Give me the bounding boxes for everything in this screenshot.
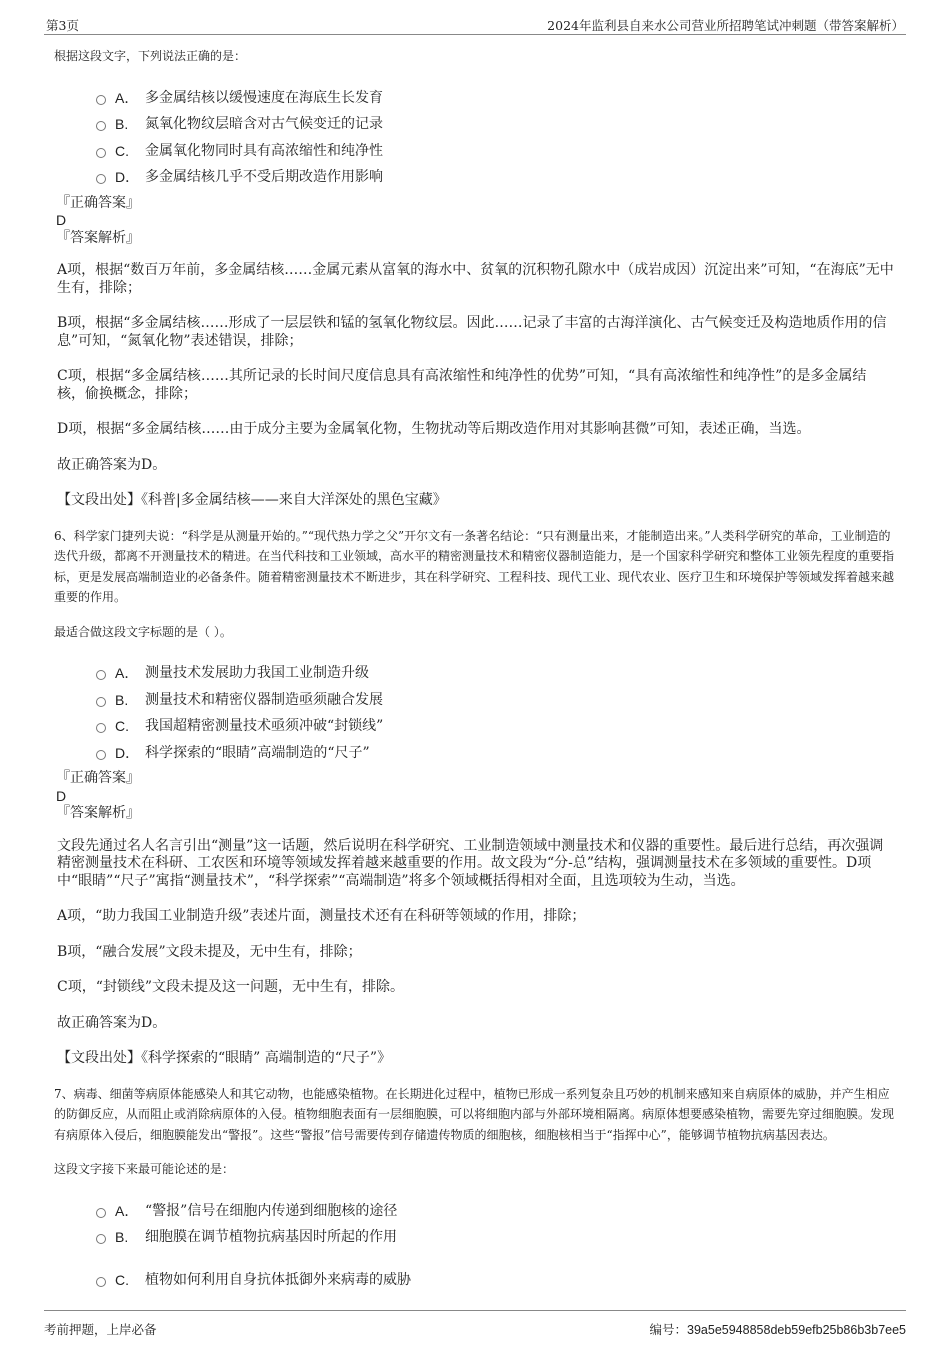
q6-option-a[interactable] xyxy=(96,660,894,687)
q5-option-b[interactable] xyxy=(96,111,894,138)
option-letter: B. xyxy=(115,1229,129,1245)
radio-icon[interactable] xyxy=(96,95,106,105)
q6-option-b[interactable] xyxy=(96,687,894,714)
q5-conclusion: 故正确答案为D。 xyxy=(57,456,167,473)
option-text: 科学探索的“眼睛”高端制造的“尺子” xyxy=(145,744,370,761)
page-number: 第3页 xyxy=(46,18,79,33)
q7-option-b[interactable] xyxy=(96,1224,894,1251)
q6-options xyxy=(96,660,894,766)
radio-icon[interactable] xyxy=(96,121,106,131)
q5-option-d[interactable] xyxy=(96,164,894,191)
q7-option-c[interactable] xyxy=(96,1267,894,1294)
option-letter: A． xyxy=(115,665,139,681)
option-letter: A． xyxy=(115,1202,139,1219)
page-content xyxy=(52,40,894,1293)
document-title: 2024年监利县自来水公司营业所招聘笔试冲刺题（带答案解析） xyxy=(547,18,904,33)
option-text: 我国超精密测量技术亟须冲破“封锁线” xyxy=(145,718,384,734)
q7-passage: 7、病毒、细菌等病原体能感染人和其它动物，也能感染植物。在长期进化过程中，植物已形成一系列复杂且巧妙的机制来感知来自病原体的威胁，并产生相应的防御反应，从而阻止或消除病原体的入侵。植物细胞表面有一层细胞膜，可以将细胞内部与外部环境相隔离。病原体想要感染植物，需要先穿过细胞膜。发现有病原体入侵后，细胞膜能发出“警报”。这些“警报”信号需要传到存储遗传物质的细胞核，细胞核相当于“指挥中心”，能够调节植物抗病基因表达。 xyxy=(54,1086,895,1142)
radio-icon[interactable] xyxy=(96,1277,106,1287)
q7-options xyxy=(96,1198,894,1294)
q5-answer: D xyxy=(56,212,67,228)
option-letter: B. xyxy=(115,116,129,132)
q5-analysis-a: A项，根据“数百万年前，多金属结核……金属元素从富氧的海水中、贫氧的沉积物孔隙水中（成岩成因）沉淀出来”可知，“在海底”无中生有，排除； xyxy=(57,262,894,296)
q5-stem: 根据这段文字，下列说法正确的是： xyxy=(54,49,247,63)
q5-analysis-b: B项，根据“多金属结核……形成了一层层铁和锰的氢氧化物纹层。因此……记录了丰富的古海洋演化、古气候变迁及构造地质作用的信息”可知，“氮氧化物”表述错误，排除； xyxy=(57,315,887,349)
option-text: 测量技术发展助力我国工业制造升级 xyxy=(145,665,369,681)
option-text: 测量技术和精密仪器制造亟须融合发展 xyxy=(145,691,383,708)
option-letter: C. xyxy=(115,1271,129,1288)
q5-option-c[interactable] xyxy=(96,138,894,165)
option-text: 多金属结核几乎不受后期改造作用影响 xyxy=(145,169,383,185)
radio-icon[interactable] xyxy=(96,1208,106,1218)
q6-option-d[interactable] xyxy=(96,740,894,767)
footer-slogan: 考前押题，上岸必备 xyxy=(44,1322,157,1337)
q6-analysis-a: A项，“助力我国工业制造升级”表述片面，测量技术还有在科研等领域的作用，排除； xyxy=(57,908,586,924)
option-letter: A． xyxy=(115,89,139,106)
q6-conclusion: 故正确答案为D。 xyxy=(57,1014,167,1031)
q7-stem: 这段文字接下来最可能论述的是： xyxy=(54,1162,235,1176)
q6-passage: 6、科学家门捷列夫说：“科学是从测量开始的。”“现代热力学之父”开尔文有一条著名结论：“只有测量出来，才能制造出来。”人类科学研究的革命，工业制造的迭代升级，都离不开测量技术的精进。在当代科技和工业领域，高水平的精密测量技术和精密仪器制造能力，是一个国家科学研究和整体工业领先程度的重要指标，更是发展高端制造业的必备条件。随着精密测量技术不断进步，其在科学研究、工程科技、现代工业、现代农业、医疗卫生和环境保护等领域发挥着越来越重要的作用。 xyxy=(54,528,895,604)
option-text: 多金属结核以缓慢速度在海底生长发育 xyxy=(145,89,383,106)
option-text: 细胞膜在调节植物抗病基因时所起的作用 xyxy=(145,1229,397,1245)
q5-analysis-label: 『答案解析』 xyxy=(56,229,140,246)
q6-option-c[interactable] xyxy=(96,713,894,740)
q5-option-a[interactable] xyxy=(96,85,894,112)
option-text: 氮氧化物纹层暗含对古气候变迁的记录 xyxy=(145,116,383,132)
q6-analysis-main: 文段先通过名人名言引出“测量”这一话题，然后说明在科学研究、工业制造领域中测量技术和仪器的重要性。最后进行总结，再次强调精密测量技术在科研、工农医和环境等领域发挥着越来越重要的作用。故文段为“分-总”结构，强调测量技术在多领域的重要性。D项中“眼睛”“尺子”寓指“测量技术”，“科学探索”“高端制造”将多个领域概括得相对全面，且选项较为生动，当选。 xyxy=(57,837,884,889)
option-letter: D． xyxy=(115,169,140,185)
radio-icon[interactable] xyxy=(96,750,106,760)
q5-options xyxy=(96,85,894,191)
radio-icon[interactable] xyxy=(96,1234,106,1244)
q6-analysis-label: 『答案解析』 xyxy=(56,805,140,821)
page-footer xyxy=(44,1310,906,1345)
q6-analysis-b: B项，“融合发展”文段未提及，无中生有，排除； xyxy=(57,943,362,960)
q6-source: 【文段出处】《科学探索的“眼睛” 高端制造的“尺子”》 xyxy=(57,1050,392,1066)
option-letter: B. xyxy=(115,691,129,708)
option-text: “警报”信号在细胞内传递到细胞核的途径 xyxy=(145,1202,398,1219)
option-letter: C. xyxy=(115,142,129,159)
radio-icon[interactable] xyxy=(96,148,106,158)
q6-analysis-c: C项，“封锁线”文段未提及这一问题，无中生有，排除。 xyxy=(57,979,405,995)
option-letter: D． xyxy=(115,744,140,761)
q6-stem: 最适合做这段文字标题的是（ ）。 xyxy=(54,624,232,639)
q5-source: 【文段出处】《科普|多金属结核——来自大洋深处的黑色宝藏》 xyxy=(57,492,447,508)
radio-icon[interactable] xyxy=(96,174,106,184)
q5-analysis-d: D项，根据“多金属结核……由于成分主要为金属氧化物，生物扰动等后期改造作用对其影响甚微”可知，表述正确，当选。 xyxy=(57,421,811,437)
option-text: 植物如何利用自身抗体抵御外来病毒的威胁 xyxy=(145,1271,411,1288)
q7-option-a[interactable] xyxy=(96,1198,894,1225)
document-code: 编号：39a5e5948858deb59efb25b86b3b7ee5 xyxy=(649,1323,906,1337)
radio-icon[interactable] xyxy=(96,723,106,733)
option-text: 金属氧化物同时具有高浓缩性和纯净性 xyxy=(145,142,383,159)
option-letter: C. xyxy=(115,718,129,734)
radio-icon[interactable] xyxy=(96,670,106,680)
q5-answer-label: 『正确答案』 xyxy=(56,194,140,211)
q6-answer-label: 『正确答案』 xyxy=(56,770,140,786)
q6-answer: D xyxy=(56,787,67,804)
radio-icon[interactable] xyxy=(96,697,106,707)
q5-analysis-c: C项，根据“多金属结核……其所记录的长时间尺度信息具有高浓缩性和纯净性的优势”可知，“具有高浓缩性和纯净性”的是多金属结核，偷换概念，排除； xyxy=(57,368,867,402)
page-header xyxy=(44,0,906,35)
